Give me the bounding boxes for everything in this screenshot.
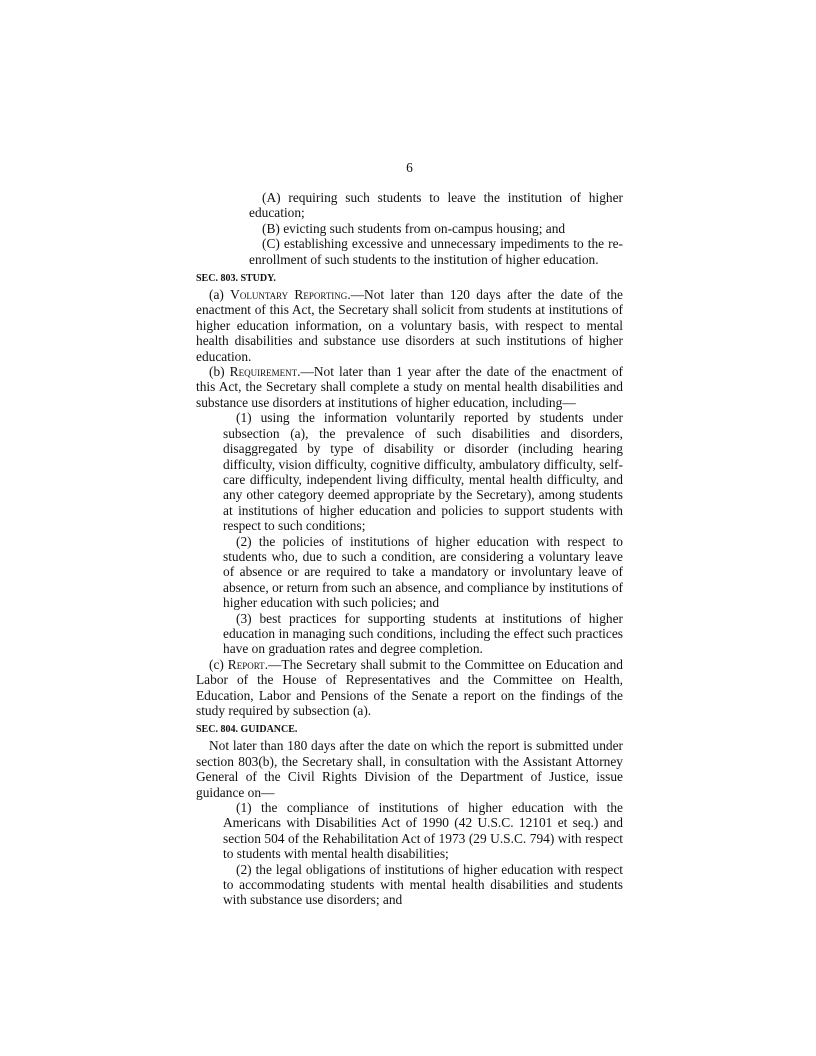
section-804-heading: SEC. 804. GUIDANCE. [196,724,298,736]
page-number: 6 [406,160,413,175]
subsection-text: .—Not later than 120 days after the date of the enactment of this Act, the Secretary shall solicit from students at institutions of higher education information, on a voluntary basis, with respect to mental health disabilities and substance use disorders at such institutions of higher education. [196,287,623,364]
subsection-heading: Requirement [229,364,298,380]
section-803-heading: SEC. 803. STUDY. [196,273,276,285]
subsection-803-b [196,364,623,410]
subparagraph-c: (C) establishing excessive and unnecessary impediments to the re-enrollment of such students to the institution of higher education. [249,236,623,267]
paragraph-804-1: (1) the compliance of institutions of higher education with the Americans with Disabilities Act of 1990 (42 U.S.C. 12101 et seq.) and section 504 of the Rehabilitation Act of 1973 (29 U.S.C. 794) with respect to students with mental health disabilities; [223,800,623,862]
section-804-intro: Not later than 180 days after the date on which the report is submitted under section 803(b), the Secretary shall, in consultation with the Assistant Attorney General of the Civil Rights Division of the Department of Justice, issue guidance on— [196,738,623,800]
subparagraph-b: (B) evicting such students from on-campus housing; and [262,220,566,236]
paragraph-804-2: (2) the legal obligations of institutions of higher education with respect to accommodating students with mental health disabilities and students with substance use disorders; and [223,861,623,908]
paragraph-803-b-1: (1) using the information voluntarily reported by students under subsection (a), the prevalence of such disabilities and disorders, disaggregated by type of disability or disorder (including hearing difficulty, vision difficulty, cognitive difficulty, ambulatory difficulty, self-care difficulty, independent living difficulty, mental health difficulty, and any other category deemed appropriate by the Secretary), among students at institutions of higher education and policies to support students with respect to such conditions; [223,410,623,534]
subsection-label: (c) [209,656,228,672]
paragraph-803-b-2: (2) the policies of institutions of higher education with respect to students who, due to such a condition, are considering a voluntary leave of absence or are required to take a mandatory or involuntary leave of absence, or return from such an absence, and compliance by institutions of higher education with such policies; and [223,533,623,611]
subsection-label: (b) [209,364,230,380]
subsection-heading: Report [227,656,265,672]
subsection-heading: Voluntary Reporting [230,287,348,303]
paragraph-803-b-3: (3) best practices for supporting students at institutions of higher education in managing such conditions, including the effect such practices have on graduation rates and degree completion. [223,610,623,657]
subsection-text: .—Not later than 1 year after the date of the enactment of this Act, the Secretary shall complete a study on mental health disabilities and substance use disorders at institutions of higher education, including— [196,364,623,410]
subsection-803-c [196,657,623,719]
document-page [196,160,623,908]
subsection-label: (a) [209,287,231,303]
subsection-text: .—The Secretary shall submit to the Committee on Education and Labor of the House of Representatives and the Committee on Health, Education, Labor and Pensions of the Senate a report on the findings of the study required by subsection (a). [196,656,623,718]
subparagraph-a: (A) requiring such students to leave the institution of higher education; [249,190,623,221]
subsection-803-a [196,287,623,364]
